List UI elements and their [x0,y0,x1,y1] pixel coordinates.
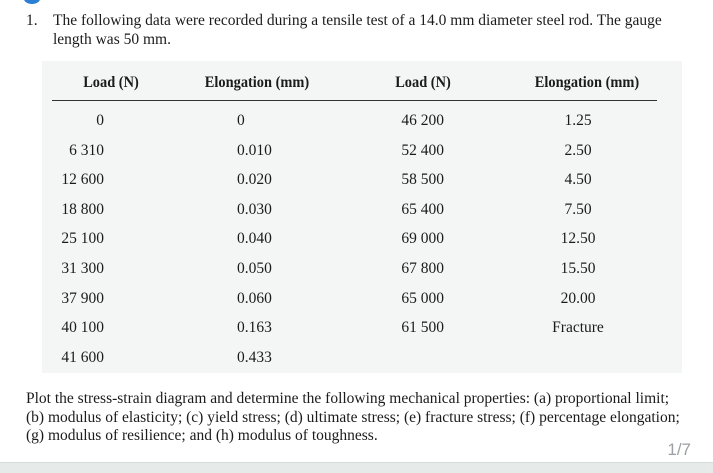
header-load-right: Load (N) [395,74,451,91]
elongation-cell: 4.50 [564,171,592,189]
load-cell: 31 300 [61,260,104,277]
load-cell: 0 [96,112,104,129]
page-counter: 1/7 [667,440,691,459]
load-cell: 46 200 [401,112,444,129]
elongation-cell: 0 [237,112,245,129]
elongation-cell: 0.010 [237,141,272,159]
elongation-cell: 0.050 [237,260,272,277]
load-cell: 12 600 [61,171,104,189]
next-page-edge [0,462,713,473]
problem-text: The following data were recorded during a tensile test of a 14.0 mm diameter steel rod. The gauge length was 50 mm. [53,12,662,48]
elongation-cell: 12.50 [560,230,596,248]
load-cell: 40 100 [61,319,104,337]
elongation-cell: 0.040 [237,230,272,248]
load-cell: 52 400 [401,141,444,159]
selection-handle-icon [24,0,40,4]
load-cell: 61 500 [401,319,444,337]
load-cell: 18 800 [61,200,104,218]
elongation-cell: 20.00 [560,289,596,307]
elongation-cell: 0.433 [237,348,272,366]
load-cell: 69 000 [401,230,444,248]
load-cell: 37 900 [61,289,104,307]
header-rule [52,100,657,101]
header-elongation-right: Elongation (mm) [534,74,640,91]
elongation-cell: 1.25 [564,112,592,129]
load-cell: 25 100 [61,230,104,248]
elongation-cell: 15.50 [560,260,596,277]
load-cell: 6 310 [69,141,104,159]
header-elongation-left: Elongation (mm) [204,74,310,91]
load-cell: 41 600 [61,348,104,366]
problem-number: 1. [26,12,38,29]
load-cell: 65 400 [401,200,444,218]
elongation-cell: 0.030 [237,200,272,218]
elongation-cell: 0.163 [237,319,272,337]
instructions-text: Plot the stress-strain diagram and determine the following mechanical properties: (a) proportional limit; (b) modulus of elasticity; (c) yield stress; (d) ultimate stress; (e) fracture stress; (f) percentage elongation; (g) modulus of resilience; and (h) modulus of toughness. [26,390,680,444]
load-cell: 58 500 [401,171,444,189]
load-cell: 65 000 [401,289,444,307]
elongation-cell: 0.020 [237,171,272,189]
load-cell: 67 800 [401,260,444,277]
elongation-cell: 7.50 [564,200,592,218]
elongation-cell: Fracture [552,319,604,337]
data-table [42,61,682,373]
elongation-cell: 2.50 [564,141,592,159]
header-load-left: Load (N) [83,74,139,91]
elongation-cell: 0.060 [237,289,272,307]
